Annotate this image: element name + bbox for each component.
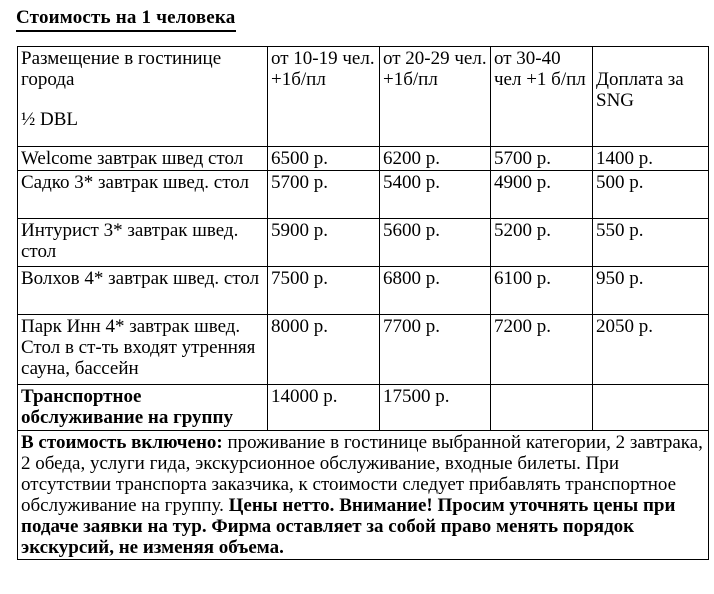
price-10-19: 5700 р. bbox=[268, 171, 380, 219]
price-sng: 550 р. bbox=[593, 219, 709, 267]
price-sng: 500 р. bbox=[593, 171, 709, 219]
header-group-10-19: от 10-19 чел. +1б/пл bbox=[268, 47, 380, 147]
transport-row bbox=[18, 385, 709, 431]
price-30-40: 7200 р. bbox=[491, 315, 593, 385]
hotel-name: Волхов 4* завтрак швед. стол bbox=[18, 267, 268, 315]
transport-price-10-19: 14000 р. bbox=[268, 385, 380, 431]
price-20-29: 5400 р. bbox=[380, 171, 491, 219]
price-10-19: 5900 р. bbox=[268, 219, 380, 267]
transport-price-sng bbox=[593, 385, 709, 431]
hotel-name: Садко 3* завтрак швед. стол bbox=[18, 171, 268, 219]
price-sng: 2050 р. bbox=[593, 315, 709, 385]
table-row bbox=[18, 315, 709, 385]
header-sng-surcharge: Доплата за SNG bbox=[593, 47, 709, 147]
price-10-19: 8000 р. bbox=[268, 315, 380, 385]
price-20-29: 6800 р. bbox=[380, 267, 491, 315]
header-group-20-29: от 20-29 чел. +1б/пл bbox=[380, 47, 491, 147]
table-row bbox=[18, 267, 709, 315]
page-title: Стоимость на 1 человека bbox=[16, 6, 236, 32]
included-text: проживание в гостинице выбранной категории, 2 завтрака, 2 обеда, услуги гида, экскурсионное обслуживание, входные билеты. При отсутствии транспорта заказчика, к стоимости следует прибавлять транспортное обслуживание на группу. bbox=[21, 432, 703, 516]
hotel-name: Welcome завтрак швед стол bbox=[18, 147, 268, 171]
header-group-30-40: от 30-40 чел +1 б/пл bbox=[491, 47, 593, 147]
price-10-19: 7500 р. bbox=[268, 267, 380, 315]
price-10-19: 6500 р. bbox=[268, 147, 380, 171]
table-header-row bbox=[18, 47, 709, 147]
price-30-40: 6100 р. bbox=[491, 267, 593, 315]
header-accommodation bbox=[18, 47, 268, 147]
price-20-29: 6200 р. bbox=[380, 147, 491, 171]
included-label: В стоимость включено: bbox=[21, 432, 223, 453]
price-30-40: 5200 р. bbox=[491, 219, 593, 267]
price-20-29: 7700 р. bbox=[380, 315, 491, 385]
hotel-name: Интурист 3* завтрак швед. стол bbox=[18, 219, 268, 267]
table-row bbox=[18, 171, 709, 219]
price-table bbox=[17, 46, 709, 560]
transport-label: Транспортное обслуживание на группу bbox=[18, 385, 268, 431]
transport-price-30-40 bbox=[491, 385, 593, 431]
note-row bbox=[18, 431, 709, 560]
table-row bbox=[18, 147, 709, 171]
price-sng: 950 р. bbox=[593, 267, 709, 315]
note-cell bbox=[18, 431, 709, 560]
price-30-40: 5700 р. bbox=[491, 147, 593, 171]
transport-price-20-29: 17500 р. bbox=[380, 385, 491, 431]
price-sng: 1400 р. bbox=[593, 147, 709, 171]
table-row bbox=[18, 219, 709, 267]
price-20-29: 5600 р. bbox=[380, 219, 491, 267]
net-prices-text: Цены нетто. bbox=[223, 495, 335, 516]
price-30-40: 4900 р. bbox=[491, 171, 593, 219]
hotel-name: Парк Инн 4* завтрак швед. Стол в ст-ть входят утренняя сауна, бассейн bbox=[18, 315, 268, 385]
attention-text: Внимание! Просим уточнять цены при подаче заявки на тур. Фирма оставляет за собой право менять порядок экскурсий, не изменяя объема. bbox=[21, 495, 676, 558]
header-room-type: ½ DBL bbox=[21, 109, 78, 130]
header-accommodation-label: Размещение в гостинице города bbox=[21, 48, 222, 90]
